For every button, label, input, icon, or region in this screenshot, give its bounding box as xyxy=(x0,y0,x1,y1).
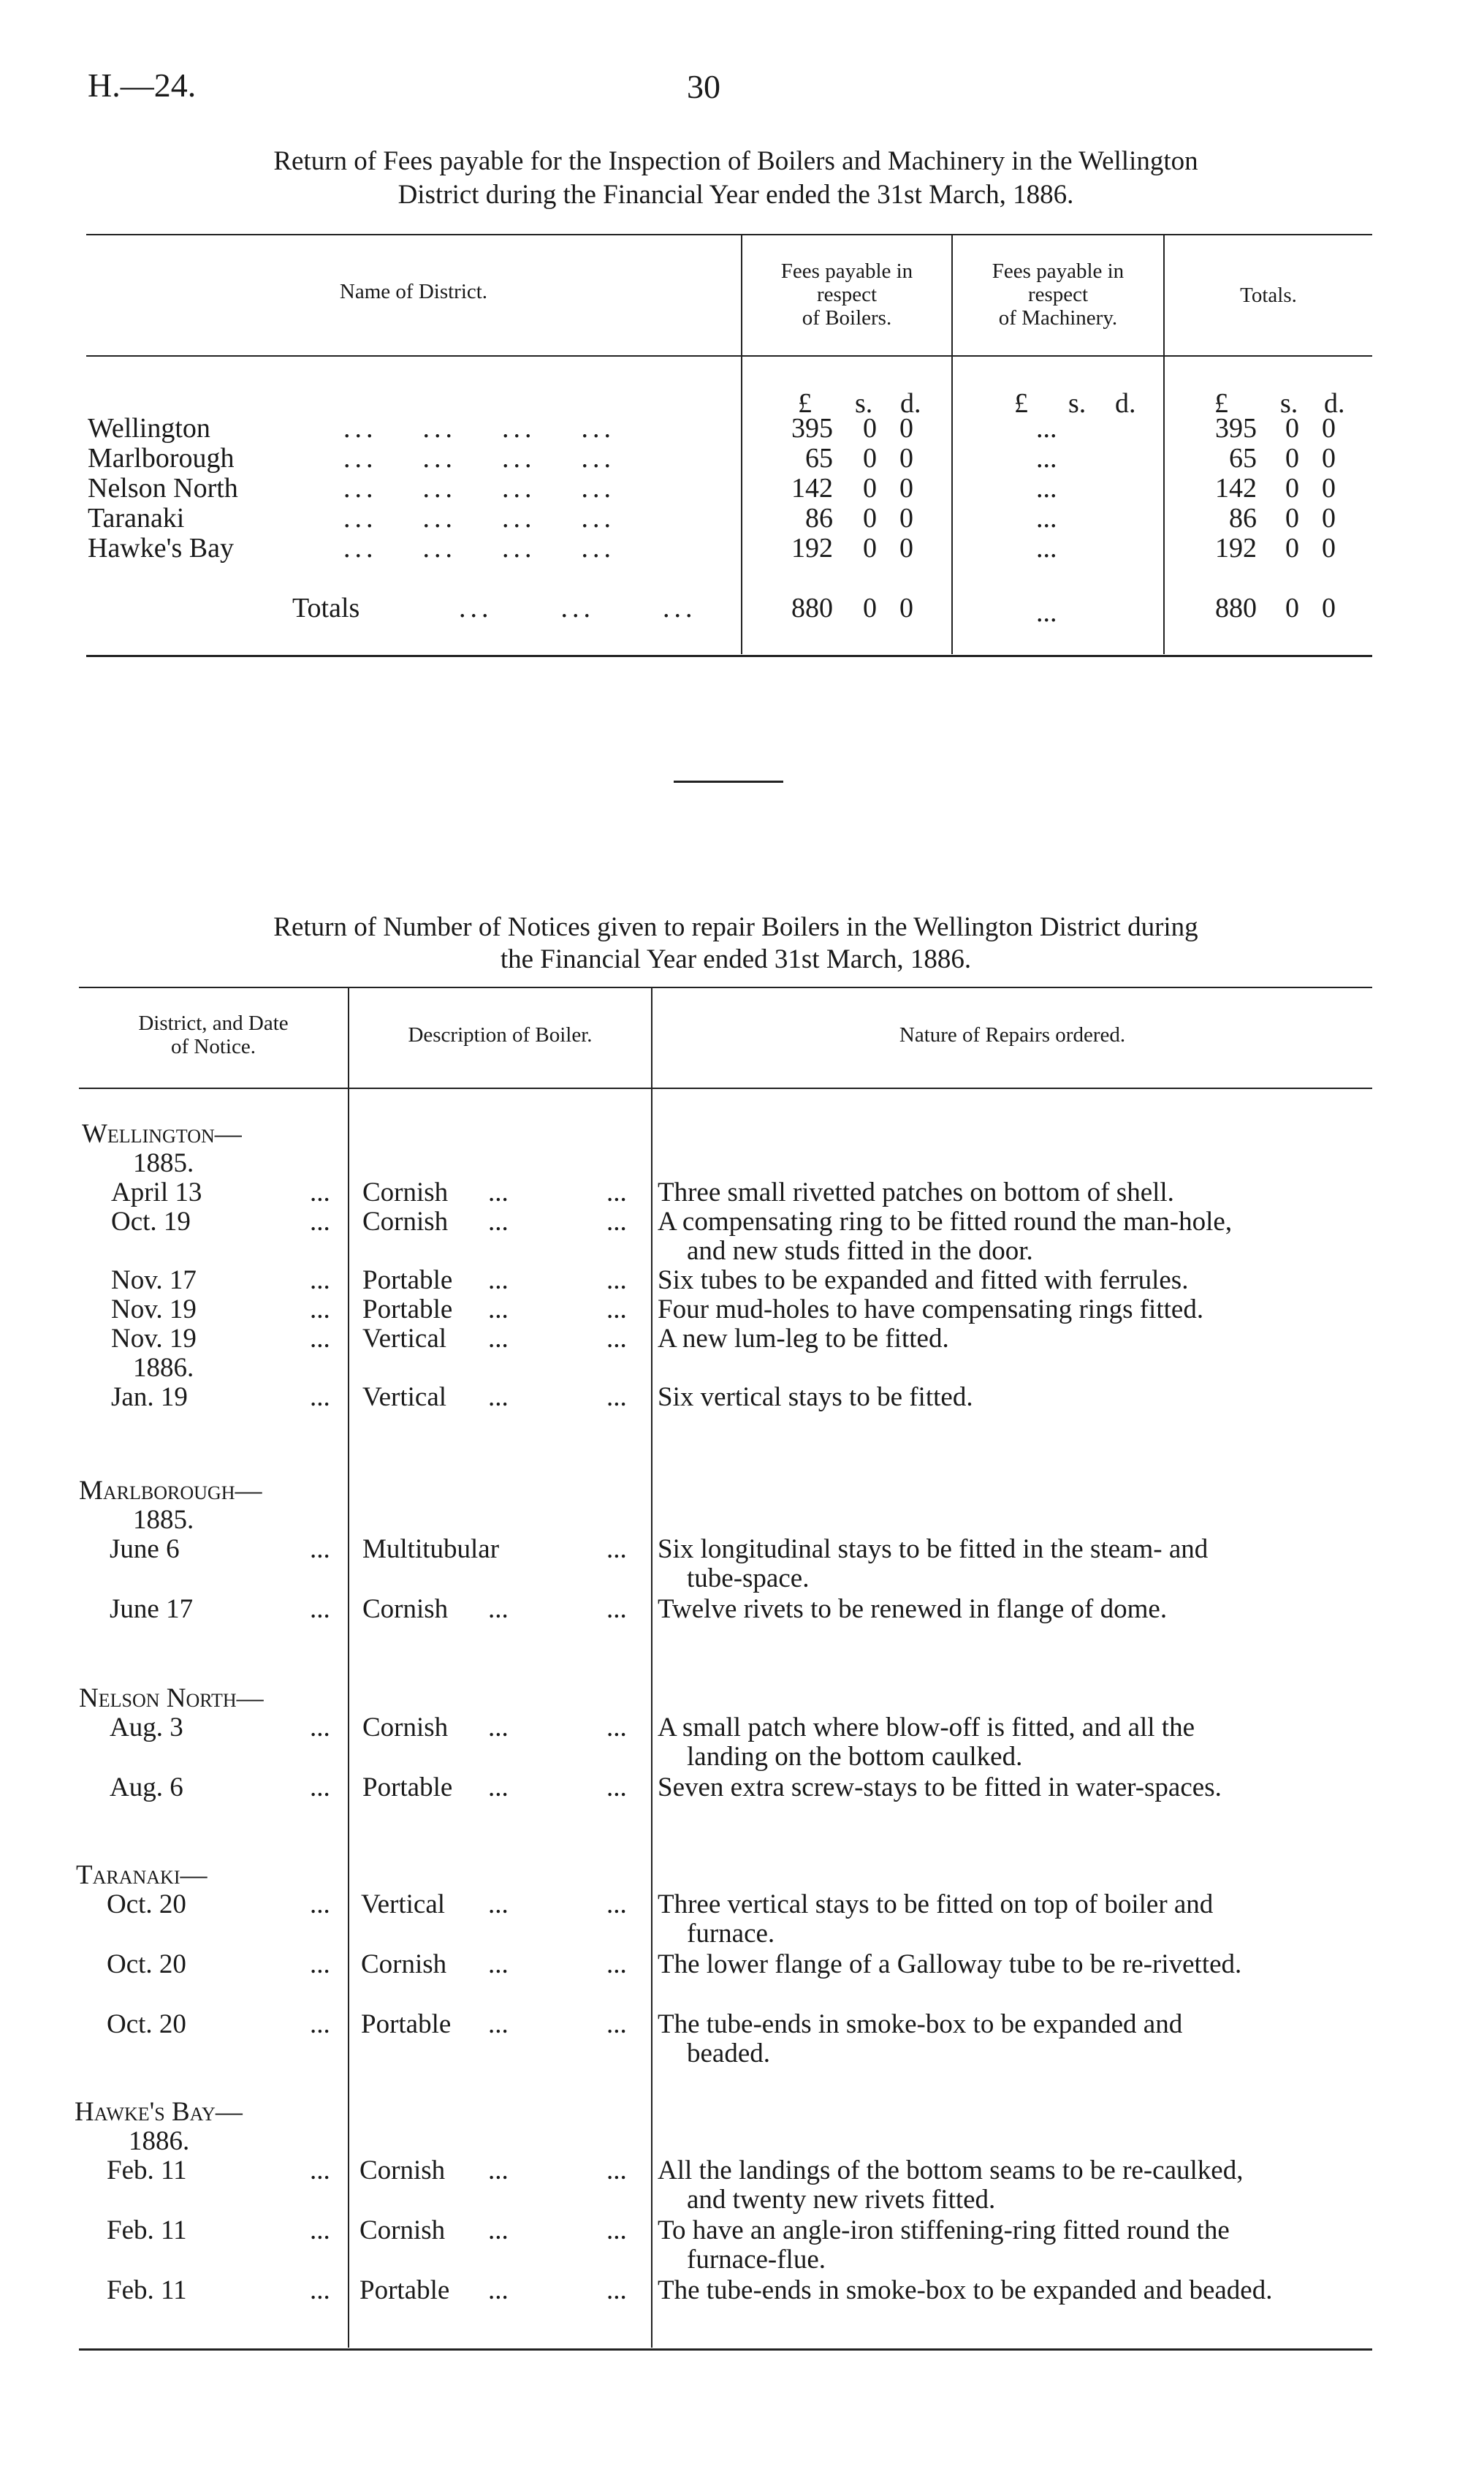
list-item: Seven extra screw-stays to be fitted in water-spaces. xyxy=(658,1772,1222,1802)
table1-top-rule xyxy=(86,234,1372,235)
list-item: Three vertical stays to be fitted on top of boiler and furnace. xyxy=(658,1889,1214,1949)
document-code: H.—24. xyxy=(88,67,197,104)
list-item: To have an angle-iron stiffening-ring fitted round the furnace-flue. xyxy=(658,2215,1230,2275)
table2-title-line1: Return of Number of Notices given to repair Boilers in the Wellington District during xyxy=(273,912,1198,942)
list-item: Twelve rivets to be renewed in flange of dome. xyxy=(658,1594,1168,1624)
boilers-shilling-unit: s. xyxy=(855,388,873,419)
totals-pence-unit: d. xyxy=(1324,388,1345,419)
totals-shilling-unit: s. xyxy=(1280,388,1298,419)
list-item: A compensating ring to be fitted round the man-hole, and new studs fitted in the door. xyxy=(658,1207,1233,1266)
group-heading: Taranaki— xyxy=(76,1860,208,1890)
section-separator xyxy=(674,781,783,783)
table2-col-divider-2 xyxy=(651,987,652,2348)
table2-col-divider-1 xyxy=(348,987,349,2348)
list-item: The tube-ends in smoke-box to be expanded and beaded. xyxy=(658,2275,1273,2305)
list-item: A small patch where blow-off is fitted, and all the landing on the bottom caulked. xyxy=(658,1713,1195,1772)
group-heading: Wellington— xyxy=(82,1119,242,1149)
header-machinery: Fees payable in respect of Machinery. xyxy=(992,259,1125,330)
header-totals: Totals. xyxy=(1240,284,1297,307)
header-district: Name of District. xyxy=(339,280,488,303)
table1-header-rule xyxy=(86,355,1372,357)
machinery-pence-unit: d. xyxy=(1115,388,1136,419)
group-heading: Marlborough— xyxy=(79,1476,262,1506)
list-item: All the landings of the bottom seams to be re-caulked, and twenty new rivets fitted. xyxy=(658,2155,1244,2215)
table2-top-rule xyxy=(79,987,1372,988)
header-repairs: Nature of Repairs ordered. xyxy=(899,1023,1126,1047)
table1-bottom-rule xyxy=(86,655,1372,657)
table1-title-line2: District during the Financial Year ended the 31st March, 1886. xyxy=(397,180,1074,210)
list-item: The lower flange of a Galloway tube to be re-rivetted. xyxy=(658,1949,1242,1979)
header-district-date: District, and Date of Notice. xyxy=(138,1012,289,1058)
totals-pound-unit: £ xyxy=(1214,388,1228,419)
list-item: Four mud-holes to have compensating rings fitted. xyxy=(658,1294,1204,1324)
group-heading: Nelson North— xyxy=(79,1683,264,1713)
list-item: Three small rivetted patches on bottom of shell. xyxy=(658,1177,1174,1207)
table1-title-line1: Return of Fees payable for the Inspection of Boilers and Machinery in the Wellington xyxy=(273,146,1198,176)
boilers-pound-unit: £ xyxy=(798,388,812,419)
list-item: Six vertical stays to be fitted. xyxy=(658,1382,973,1412)
page-number: 30 xyxy=(687,68,720,105)
header-boilers: Fees payable in respect of Boilers. xyxy=(780,259,913,330)
list-item: A new lum-leg to be fitted. xyxy=(658,1324,949,1354)
list-item: Six longitudinal stays to be fitted in the steam- and tube-space. xyxy=(658,1534,1209,1593)
table2-header-rule xyxy=(79,1088,1372,1089)
list-item: The tube-ends in smoke-box to be expanded and beaded. xyxy=(658,2009,1183,2068)
group-heading: Hawke's Bay— xyxy=(75,2097,243,2127)
table2-bottom-rule xyxy=(79,2348,1372,2351)
table2-title-line2: the Financial Year ended 31st March, 1886. xyxy=(500,944,972,974)
list-item: Six tubes to be expanded and fitted with ferrules. xyxy=(658,1265,1189,1295)
header-description: Description of Boiler. xyxy=(408,1023,593,1047)
machinery-pound-unit: £ xyxy=(1014,388,1028,419)
boilers-pence-unit: d. xyxy=(900,388,921,419)
machinery-shilling-unit: s. xyxy=(1068,388,1087,419)
